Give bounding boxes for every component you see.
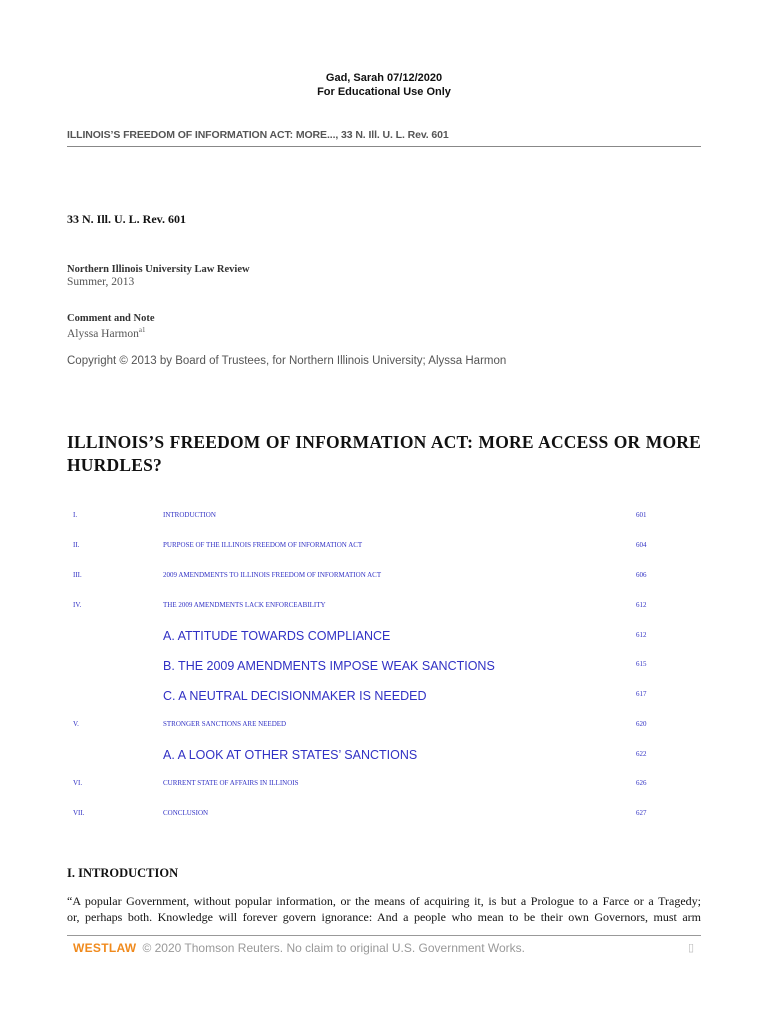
toc-number: I. xyxy=(73,511,78,519)
document-header-user: Gad, Sarah 07/12/2020 xyxy=(325,72,443,84)
toc-link[interactable]: STRONGER SANCTIONS ARE NEEDED xyxy=(163,720,287,728)
toc-page[interactable]: 601 xyxy=(636,511,647,519)
toc-page[interactable]: 615 xyxy=(636,660,647,668)
toc-link[interactable]: A. ATTITUDE TOWARDS COMPLIANCE xyxy=(163,629,391,643)
toc-page[interactable]: 604 xyxy=(636,541,647,549)
toc-page[interactable]: 612 xyxy=(636,631,647,639)
issue-date: Summer, 2013 xyxy=(67,276,135,288)
author-name: Alyssa Harmon xyxy=(67,327,139,340)
author xyxy=(67,326,145,340)
westlaw-logo: WESTLAW xyxy=(73,941,137,955)
toc-link[interactable]: A. A LOOK AT OTHER STATES’ SANCTIONS xyxy=(163,748,418,762)
body-line: or, perhaps both. Knowledge will forever govern ignorance: And a people who mean to be their own Governors, must arm xyxy=(67,910,701,924)
toc-number: VI. xyxy=(73,779,83,787)
toc-link[interactable]: CONCLUSION xyxy=(163,809,209,817)
page-marker-icon: ▯ xyxy=(688,942,695,954)
toc-page[interactable]: 617 xyxy=(636,690,647,698)
document-header-use: For Educational Use Only xyxy=(317,86,451,98)
toc-page[interactable]: 612 xyxy=(636,601,647,609)
toc-link[interactable]: CURRENT STATE OF AFFAIRS IN ILLINOIS xyxy=(163,779,299,787)
toc-number: VII. xyxy=(73,809,85,817)
author-footnote-mark[interactable]: a1 xyxy=(138,326,146,334)
copyright-notice: Copyright © 2013 by Board of Trustees, for Northern Illinois University; Alyssa Harmon xyxy=(67,355,507,367)
toc-link[interactable]: THE 2009 AMENDMENTS LACK ENFORCEABILITY xyxy=(163,601,326,609)
toc-link[interactable]: 2009 AMENDMENTS TO ILLINOIS FREEDOM OF INFORMATION ACT xyxy=(163,571,382,579)
footer-divider xyxy=(67,935,701,936)
footer xyxy=(73,941,525,955)
citation: 33 N. Ill. U. L. Rev. 601 xyxy=(67,212,187,226)
toc-link[interactable]: C. A NEUTRAL DECISIONMAKER IS NEEDED xyxy=(163,689,427,703)
toc-page[interactable]: 626 xyxy=(636,779,647,787)
section-heading: I. INTRODUCTION xyxy=(67,866,179,880)
toc-number: IV. xyxy=(73,601,82,609)
body-line: “A popular Government, without popular information, or the means of acquiring it, is but a Prologue to a Farce or a Tragedy; xyxy=(67,894,701,908)
toc-link[interactable]: INTRODUCTION xyxy=(163,511,216,519)
article-title: ILLINOIS’S FREEDOM OF INFORMATION ACT: MORE ACCESS OR MORE HURDLES? xyxy=(67,432,701,475)
body-text xyxy=(67,893,701,925)
toc-page[interactable]: 627 xyxy=(636,809,647,817)
toc-number: V. xyxy=(73,720,79,728)
journal-name: Northern Illinois University Law Review xyxy=(67,264,250,275)
toc-link[interactable]: PURPOSE OF THE ILLINOIS FREEDOM OF INFORMATION ACT xyxy=(163,541,363,549)
toc-number: III. xyxy=(73,571,82,579)
article-type: Comment and Note xyxy=(67,313,155,324)
footer-notice: © 2020 Thomson Reuters. No claim to original U.S. Government Works. xyxy=(142,941,525,955)
toc-page[interactable]: 622 xyxy=(636,750,647,758)
toc-link[interactable]: B. THE 2009 AMENDMENTS IMPOSE WEAK SANCTIONS xyxy=(163,659,495,673)
toc-number: II. xyxy=(73,541,80,549)
running-head: ILLINOIS’S FREEDOM OF INFORMATION ACT: MORE..., 33 N. Ill. U. L. Rev. 601 xyxy=(67,129,449,141)
toc-page[interactable]: 606 xyxy=(636,571,647,579)
toc-page[interactable]: 620 xyxy=(636,720,647,728)
header-divider xyxy=(67,146,701,147)
